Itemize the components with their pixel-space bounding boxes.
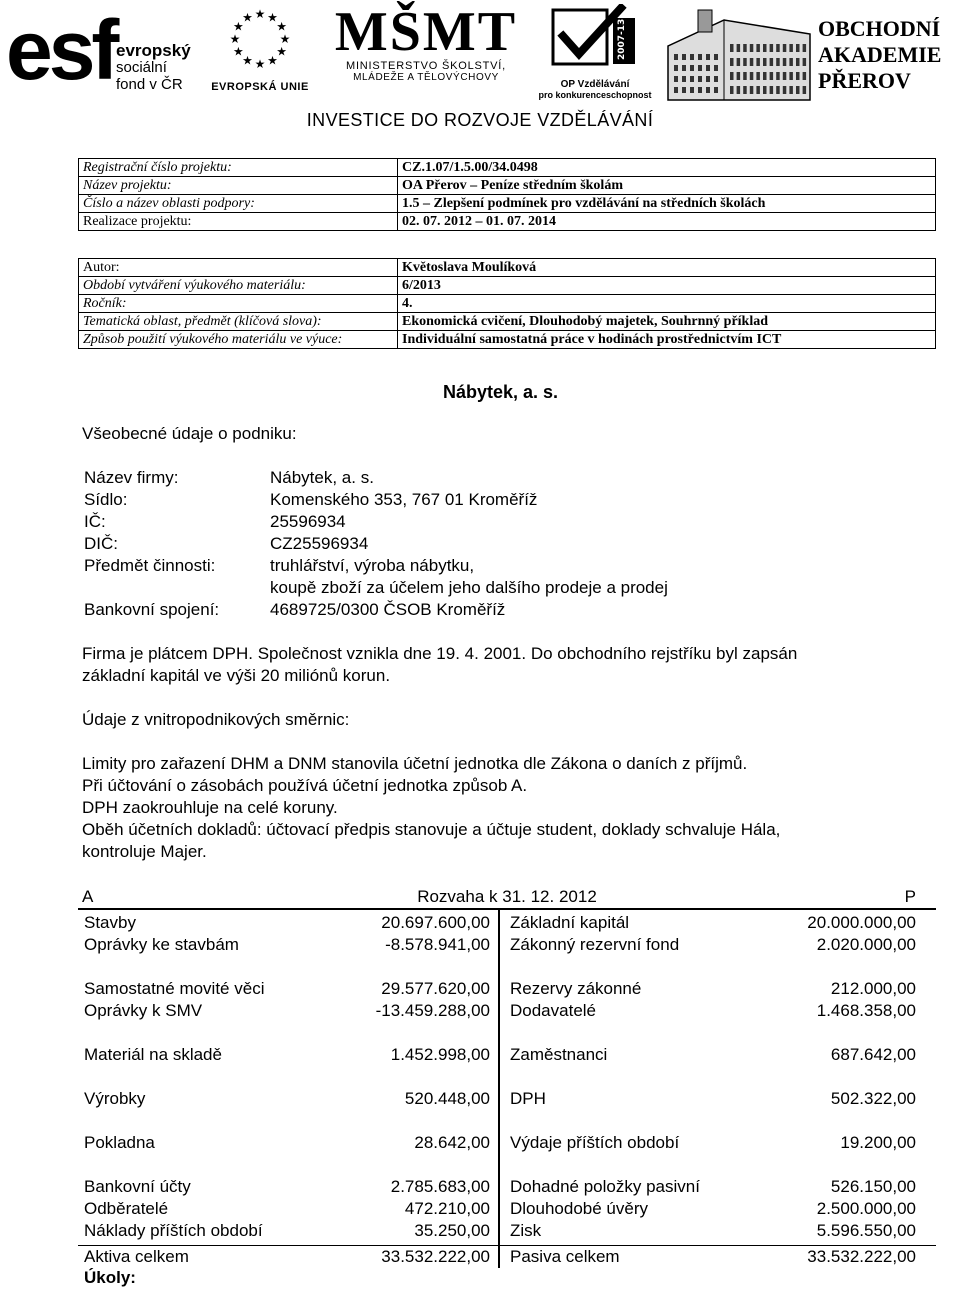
- svg-text:★: ★: [232, 44, 244, 59]
- table-row: [84, 1000, 924, 1022]
- svg-text:★: ★: [276, 19, 288, 34]
- company-dic-label: DIČ:: [84, 534, 118, 553]
- asset-value: 2.785.683,00: [390, 1177, 490, 1196]
- author-value: 4.: [398, 295, 936, 313]
- svg-text:★: ★: [254, 7, 266, 21]
- directive-line: Oběh účetních dokladů: účtovací předpis stanovuje a účtuje student, doklady schvaluje Hála,: [82, 820, 781, 839]
- asset-label: Pokladna: [84, 1133, 155, 1152]
- op-line-1: OP Vzdělávání: [560, 79, 630, 90]
- table-row: [79, 331, 936, 349]
- liability-value: 33.532.222,00: [807, 1247, 916, 1266]
- author-label: Autor:: [79, 259, 398, 277]
- oa-line-1: OBCHODNÍ: [818, 16, 941, 41]
- liability-label: Zaměstnanci: [510, 1045, 608, 1064]
- company-name-label: Název firmy:: [84, 468, 179, 487]
- svg-text:★: ★: [267, 53, 278, 68]
- asset-label: Náklady příštích období: [84, 1221, 263, 1240]
- author-label: Ročník:: [79, 295, 398, 313]
- asset-value: 33.532.222,00: [381, 1247, 490, 1266]
- liability-value: 5.596.550,00: [816, 1221, 916, 1240]
- company-activity-1: truhlářství, výroba nábytku,: [270, 556, 475, 575]
- table-row: [79, 295, 936, 313]
- esf-logo: [6, 3, 191, 97]
- table-row: [79, 277, 936, 295]
- company-activity-2: koupě zboží za účelem jeho dalšího prodeje a prodej: [270, 578, 668, 597]
- project-label: Číslo a název oblasti podpory:: [79, 195, 398, 213]
- asset-value: 1.452.998,00: [390, 1045, 490, 1064]
- author-value: Individuální samostatná práce v hodinách prostřednictvím ICT: [398, 331, 936, 349]
- asset-value: 35.250,00: [414, 1221, 490, 1240]
- company-activity-label: Předmět činnosti:: [84, 556, 216, 575]
- oa-line-2: AKADEMIE: [818, 42, 942, 67]
- liability-label: Zákonný rezervní fond: [510, 935, 680, 954]
- project-label: Název projektu:: [79, 177, 398, 195]
- liability-label: Výdaje příštích období: [510, 1133, 680, 1152]
- asset-value: -13.459.288,00: [375, 1001, 490, 1020]
- liability-label: Pasiva celkem: [510, 1247, 620, 1266]
- op-line-2: pro konkurenceschopnost: [538, 90, 652, 100]
- liability-label: Dlouhodobé úvěry: [510, 1199, 648, 1218]
- logo-banner: [0, 0, 960, 140]
- esf-line-3: fond v ČR: [116, 76, 183, 93]
- op-years: 2007-13: [617, 18, 627, 60]
- liability-value: 2.020.000,00: [816, 935, 916, 954]
- project-label: Registrační číslo projektu:: [79, 159, 398, 177]
- author-info-table: [78, 258, 936, 349]
- asset-value: 29.577.620,00: [381, 979, 490, 998]
- msmt-line-2: MLÁDEŽE A TĚLOVÝCHOVY: [353, 72, 499, 83]
- company-bank-label: Bankovní spojení:: [84, 600, 220, 619]
- svg-text:★: ★: [242, 53, 253, 68]
- asset-value: 20.697.600,00: [381, 913, 490, 932]
- esf-text: [116, 42, 191, 93]
- asset-label: Oprávky ke stavbám: [84, 935, 239, 954]
- svg-text:★: ★: [232, 19, 244, 34]
- company-bank: 4689725/0300 ČSOB Kroměříž: [270, 600, 506, 619]
- asset-value: 520.448,00: [404, 1089, 490, 1108]
- project-label: Realizace projektu:: [79, 213, 398, 231]
- table-row: [79, 213, 936, 231]
- asset-value: 472.210,00: [404, 1199, 490, 1218]
- paragraph-line-2: základní kapitál ve výši 20 miliónů korun.: [82, 666, 391, 685]
- liability-value: 1.468.358,00: [816, 1001, 916, 1020]
- balance-liabilities-head: P: [904, 887, 916, 906]
- asset-label: Odběratelé: [84, 1199, 169, 1218]
- author-label: Tematická oblast, předmět (klíčová slova):: [79, 313, 398, 331]
- liability-value: 19.200,00: [840, 1133, 916, 1152]
- company-ic-label: IČ:: [84, 512, 106, 531]
- balance-title: Rozvaha k 31. 12. 2012: [417, 887, 597, 906]
- directive-line: Při účtování o zásobách používá účetní jednotka způsob A.: [82, 776, 528, 795]
- company-seat: Komenského 353, 767 01 Kroměříž: [270, 490, 538, 509]
- table-row: [79, 159, 936, 177]
- table-row: [84, 1044, 924, 1066]
- liability-value: 526.150,00: [830, 1177, 916, 1196]
- svg-text:★: ★: [254, 57, 266, 71]
- liability-value: 2.500.000,00: [816, 1199, 916, 1218]
- school-building-icon: [664, 6, 814, 102]
- document-title: Nábytek, a. s.: [443, 382, 559, 402]
- oa-prerov-logo: [818, 16, 941, 94]
- asset-label: Samostatné movité věci: [84, 979, 265, 998]
- op-checkmark-icon: [551, 4, 639, 70]
- asset-label: Aktiva celkem: [84, 1247, 189, 1266]
- eu-logo: [210, 6, 310, 93]
- asset-label: Bankovní účty: [84, 1177, 191, 1196]
- tasks-heading: Úkoly:: [84, 1268, 136, 1287]
- balance-header: [78, 886, 936, 910]
- table-row: [84, 1246, 924, 1268]
- svg-text:★: ★: [229, 32, 241, 46]
- general-heading: Všeobecné údaje o podniku:: [82, 424, 297, 443]
- author-label: Období vytváření výukového materiálu:: [79, 277, 398, 295]
- op-logo: [530, 4, 660, 100]
- directive-line: kontroluje Majer.: [82, 842, 207, 861]
- asset-label: Výrobky: [84, 1089, 146, 1108]
- liability-label: Zisk: [510, 1221, 542, 1240]
- liability-value: 687.642,00: [830, 1045, 916, 1064]
- project-value: 02. 07. 2012 – 01. 07. 2014: [398, 213, 936, 231]
- svg-text:★: ★: [279, 32, 291, 46]
- table-row: [84, 1176, 924, 1198]
- msmt-mark: MŠMT: [334, 1, 518, 63]
- table-row: [79, 195, 936, 213]
- author-value: Ekonomická cvičení, Dlouhodobý majetek, Souhrnný příklad: [398, 313, 936, 331]
- table-row: [79, 259, 936, 277]
- directive-line: DPH zaokrouhluje na celé koruny.: [82, 798, 338, 817]
- table-row: [79, 177, 936, 195]
- esf-line-1: evropský: [116, 41, 191, 60]
- eu-label: EVROPSKÁ UNIE: [211, 81, 309, 93]
- project-value: OA Přerov – Peníze středním školám: [398, 177, 936, 195]
- svg-text:★: ★: [267, 10, 278, 25]
- table-row: [84, 1220, 924, 1242]
- directive-line: Limity pro zařazení DHM a DNM stanovila účetní jednotka dle Zákona o daních z příjmů.: [82, 754, 748, 773]
- company-dic: CZ25596934: [270, 534, 369, 553]
- project-value: CZ.1.07/1.5.00/34.0498: [398, 159, 936, 177]
- msmt-logo: [326, 1, 526, 83]
- esf-line-2: sociální: [116, 59, 167, 76]
- liability-label: Dohadné položky pasivní: [510, 1177, 700, 1196]
- asset-value: 28.642,00: [414, 1133, 490, 1152]
- table-row: [84, 1088, 924, 1110]
- asset-label: Oprávky k SMV: [84, 1001, 203, 1020]
- liability-label: DPH: [510, 1089, 546, 1108]
- liability-label: Rezervy zákonné: [510, 979, 642, 998]
- eu-stars-icon: [210, 6, 310, 72]
- svg-text:★: ★: [242, 10, 253, 25]
- liability-value: 502.322,00: [830, 1089, 916, 1108]
- esf-mark: esf: [6, 3, 116, 97]
- table-row: [79, 313, 936, 331]
- investice-slogan: INVESTICE DO ROZVOJE VZDĚLÁVÁNÍ: [306, 110, 654, 130]
- company-ic: 25596934: [270, 512, 346, 531]
- company-name: Nábytek, a. s.: [270, 468, 374, 487]
- table-row: [84, 912, 924, 934]
- asset-value: -8.578.941,00: [385, 935, 490, 954]
- liability-label: Dodavatelé: [510, 1001, 597, 1020]
- oa-line-3: PŘEROV: [818, 68, 911, 93]
- liability-label: Základní kapitál: [510, 913, 630, 932]
- paragraph-line-1: Firma je plátcem DPH. Společnost vznikla dne 19. 4. 2001. Do obchodního rejstříku byl zapsán: [82, 644, 798, 663]
- liability-value: 20.000.000,00: [807, 913, 916, 932]
- directives-heading: Údaje z vnitropodnikových směrnic:: [82, 710, 350, 729]
- company-seat-label: Sídlo:: [84, 490, 128, 509]
- msmt-line-1: MINISTERSTVO ŠKOLSTVÍ,: [345, 60, 506, 72]
- author-value: 6/2013: [398, 277, 936, 295]
- asset-label: Stavby: [84, 913, 136, 932]
- table-row: [84, 1132, 924, 1154]
- balance-assets-head: A: [82, 887, 94, 906]
- author-value: Květoslava Moulíková: [398, 259, 936, 277]
- table-row: [84, 934, 924, 956]
- project-info-table: [78, 158, 936, 231]
- author-label: Způsob použití výukového materiálu ve výuce:: [79, 331, 398, 349]
- table-row: [84, 1198, 924, 1220]
- liability-value: 212.000,00: [830, 979, 916, 998]
- table-row: [84, 978, 924, 1000]
- project-value: 1.5 – Zlepšení podmínek pro vzdělávání na středních školách: [398, 195, 936, 213]
- svg-text:★: ★: [276, 44, 288, 59]
- asset-label: Materiál na skladě: [84, 1045, 222, 1064]
